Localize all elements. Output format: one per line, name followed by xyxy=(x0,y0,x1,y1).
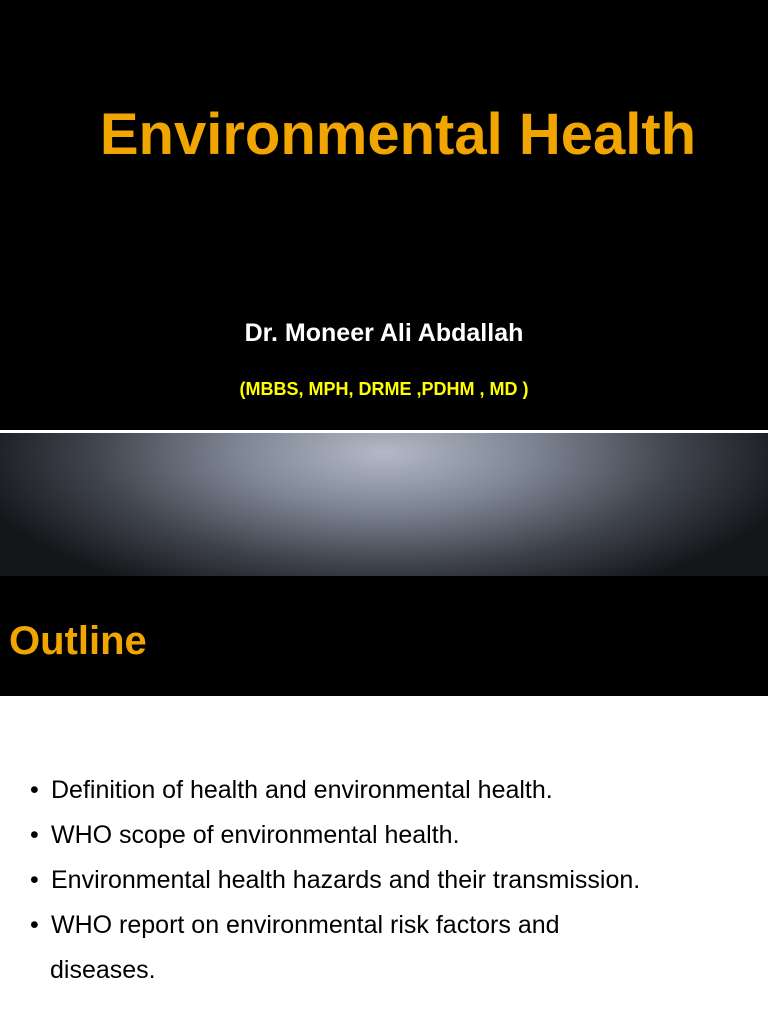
list-item xyxy=(30,768,750,813)
outline-list xyxy=(30,768,750,993)
bullet-icon: • xyxy=(30,911,39,939)
list-item-text: WHO report on environmental risk factors and xyxy=(51,911,560,939)
list-item-text: Definition of health and environmental health. xyxy=(51,776,553,804)
outline-slide xyxy=(0,576,768,1024)
list-item-continuation xyxy=(30,948,750,993)
list-item xyxy=(30,813,750,858)
list-item-text: Environmental health hazards and their transmission. xyxy=(51,866,641,894)
bullet-icon: • xyxy=(30,776,39,804)
list-item xyxy=(30,858,750,903)
list-item xyxy=(30,903,750,948)
list-item-text: diseases. xyxy=(50,956,156,984)
bullet-icon: • xyxy=(30,866,39,894)
outline-title: Outline xyxy=(9,619,147,663)
gradient-band xyxy=(0,433,768,576)
bullet-icon: • xyxy=(30,821,39,849)
outline-header xyxy=(0,576,768,696)
list-item-text: WHO scope of environmental health. xyxy=(51,821,460,849)
presentation-title: Environmental Health xyxy=(99,102,697,167)
author-credentials: (MBBS, MPH, DRME ,PDHM , MD ) xyxy=(239,379,529,399)
author-name: Dr. Moneer Ali Abdallah xyxy=(244,319,524,347)
